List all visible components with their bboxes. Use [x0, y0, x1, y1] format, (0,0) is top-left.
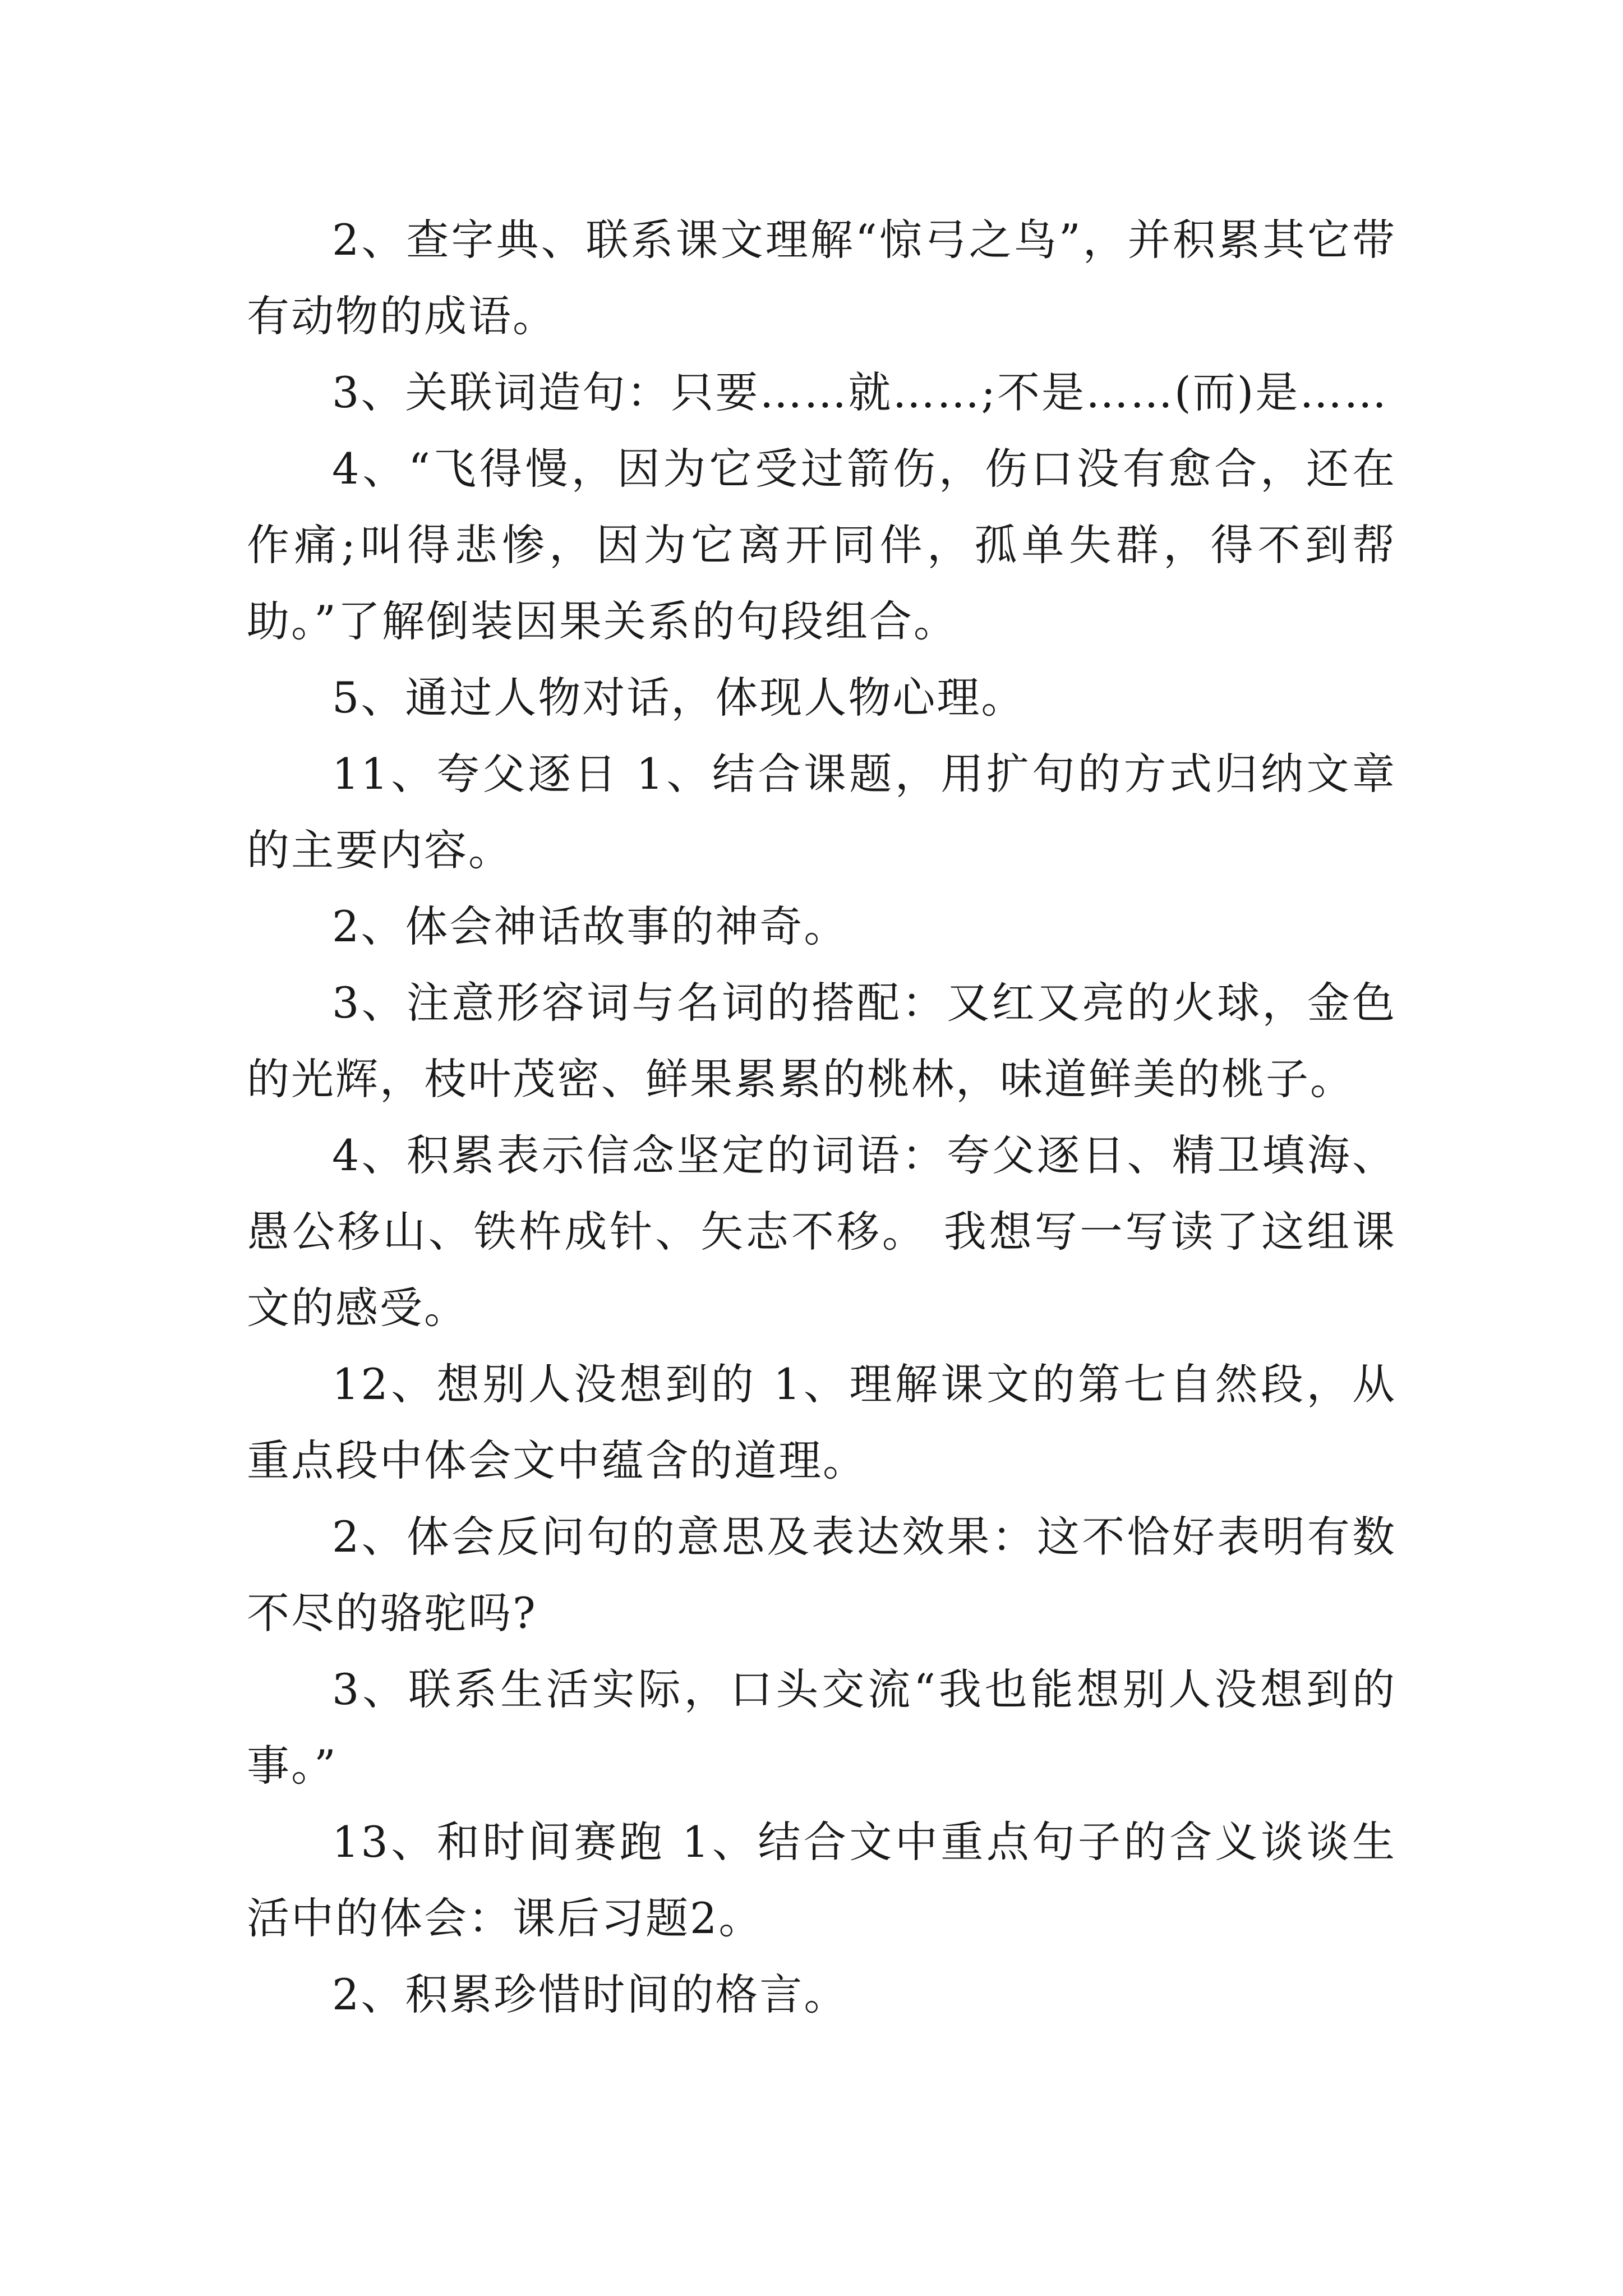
- paragraph-3: 4、“飞得慢，因为它受过箭伤，伤口没有愈合，还在作痛;叫得悲惨，因为它离开同伴，孤单失群，得不到帮助。”了解倒装因果关系的句段组合。: [247, 444, 1396, 646]
- paragraph-13: 2、积累珍惜时间的格言。: [332, 1970, 849, 2019]
- paragraph-9: 12、想别人没想到的 1、理解课文的第七自然段，从重点段中体会文中蕴含的道理。: [247, 1359, 1396, 1485]
- paragraph-6: 2、体会神话故事的神奇。: [332, 901, 849, 951]
- paragraph-4: 5、通过人物对话，体现人物心理。: [332, 673, 1026, 723]
- paragraph-5: 11、夸父逐日 1、结合课题，用扩句的方式归纳文章的主要内容。: [247, 749, 1396, 875]
- paragraph-7: 3、注意形容词与名词的搭配：又红又亮的火球，金色的光辉，枝叶茂密、鲜果累累的桃林，味道鲜美的桃子。: [247, 978, 1396, 1104]
- paragraph-2: 3、关联词造句：只要……就……;不是……(而)是……: [332, 367, 1389, 417]
- paragraph-8: 4、积累表示信念坚定的词语：夸父逐日、精卫填海、愚公移山、铁杵成针、矢志不移。 我想写一写读了这组课文的感受。: [247, 1130, 1396, 1333]
- paragraph-1: 2、查字典、联系课文理解“惊弓之鸟”，并积累其它带有动物的成语。: [247, 215, 1396, 341]
- document-body: [247, 202, 1396, 2033]
- paragraph-10: 2、体会反问句的意思及表达效果：这不恰好表明有数不尽的骆驼吗?: [247, 1512, 1396, 1638]
- paragraph-11: 3、联系生活实际，口头交流“我也能想别人没想到的事。”: [247, 1664, 1396, 1791]
- paragraph-12: 13、和时间赛跑 1、结合文中重点句子的含义谈谈生活中的体会：课后习题2。: [247, 1817, 1396, 1943]
